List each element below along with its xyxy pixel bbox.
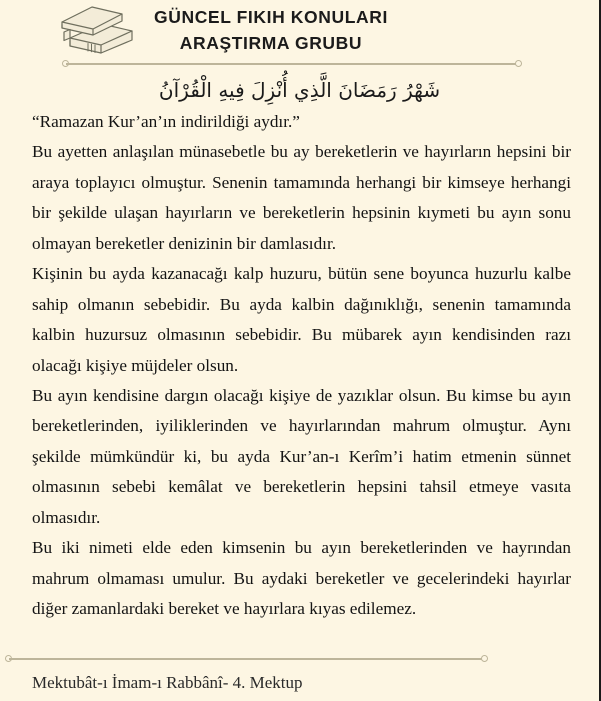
page-title-line-1: GÜNCEL FIKIH KONULARI bbox=[154, 6, 388, 27]
divider-bottom bbox=[0, 653, 599, 665]
divider-top bbox=[0, 58, 599, 70]
source-citation: Mektubât-ı İmam-ı Rabbânî- 4. Mektup bbox=[32, 673, 303, 692]
paragraph-1: Bu ayetten anlaşılan münasebetle bu ay bereketlerin ve hayırların hepsini bir araya toplayıcı olmuştur. Senenin tamamında herhangi bir kimseye herhangi bir şekilde ulaşan hayırların ve bereketlerin hepsinin kıymeti bu ayın sonu olmayan bereketler denizinin bir damlasıdır. bbox=[32, 142, 571, 253]
arabic-verse: شَهْرُ رَمَضَانَ الَّذِي أُنْزِلَ فِيهِ الْقُرْآنُ bbox=[158, 78, 441, 102]
divider-bottom-rule bbox=[9, 658, 485, 660]
paragraph-quote: “Ramazan Kur’an’ın indirildiği aydır.” bbox=[32, 112, 300, 131]
divider-bottom-dot-right bbox=[481, 655, 488, 662]
paragraph-2: Kişinin bu ayda kazanacağı kalp huzuru, bütün sene boyunca huzurlu kalbe sahip olmanın sebebidir. Bu ayda kalbin dağınıklığı, senenin tamamında kalbin huzursuz olmasının sebebidir. Bu mübarek ayın kendisinden razı olacağı kişiye müjdeler olsun. bbox=[32, 264, 571, 375]
paragraph-4: Bu iki nimeti elde eden kimsenin bu ayın bereketlerinden ve hayrından mahrum olmaması umulur. Bu aydaki bereketler ve gecelerindeki hayırlar diğer zamanlardaki bereket ve hayırlara kıyas edilemez. bbox=[32, 538, 571, 618]
header bbox=[0, 0, 599, 58]
stacked-books-icon bbox=[52, 2, 140, 58]
body-text bbox=[0, 107, 599, 624]
footer bbox=[0, 653, 599, 701]
divider-dot-right bbox=[515, 60, 522, 67]
page-title-line-2: ARAŞTIRMA GRUBU bbox=[179, 33, 363, 53]
paragraph-3: Bu ayın kendisine dargın olacağı kişiye de yazıklar olsun. Bu kimse bu ayın bereketlerinden, iyiliklerinden ve hayırlarından mahrum olmuştur. Aynı şekilde mümkündür ki, bu ayda Kur’an-ı Kerîm’i hatim etmenin sünnet olmasının sebebi kemâlat ve bereketlerin hepsini tahsil etmeye vasıta olmasıdır. bbox=[32, 385, 571, 527]
header-title-group bbox=[154, 4, 388, 57]
divider-rule bbox=[66, 63, 517, 65]
